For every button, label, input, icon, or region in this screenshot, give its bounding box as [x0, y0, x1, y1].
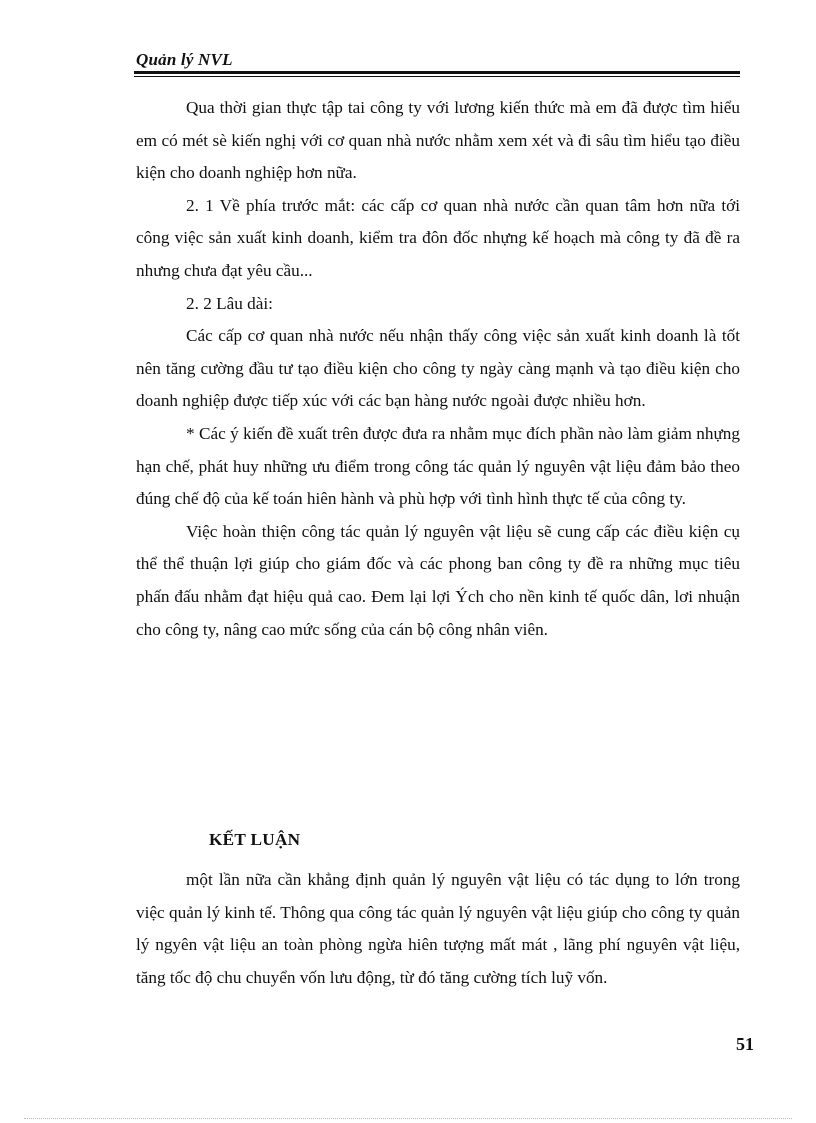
- paragraph-long-term-heading: 2. 2 Lâu dài:: [186, 293, 273, 313]
- body-text: [136, 92, 740, 646]
- header-title: Quản lý NVL: [136, 50, 233, 69]
- header-rule-thick: [134, 71, 740, 74]
- conclusion-title: KẾT LUẬN: [209, 830, 301, 849]
- page-bottom-border: [24, 1118, 792, 1119]
- paragraph-proposals: * Các ý kiến đề xuất trên được đưa ra nhằm mục đích phần nào làm giảm nhựng hạn chế, phát huy những ưu điểm trong công tác quản lý nguyên vật liệu đảm bảo theo đúng chế độ của kế toán hiên hành và phù hợp với tình hình thực tế của công ty.: [136, 423, 740, 509]
- paragraph-long-term: Các cấp cơ quan nhà nước nếu nhận thấy công việc sản xuất kinh doanh là tốt nên tăng cường đầu tư tạo điều kiện cho công ty ngày càng mạnh và tạo điều kiện cho doanh nghiệp được tiếp xúc với các bạn hàng nước ngoài được nhiều hơn.: [136, 326, 740, 411]
- page-number: 51: [736, 1034, 754, 1054]
- conclusion-paragraph: một lần nữa cần khẳng định quản lý nguyên vật liệu có tác dụng to lớn trong việc quản lý kinh tế. Thông qua công tác quản lý nguyên vật liệu giúp cho công ty quản lý ngyên vật liệu an toàn phòng ngừa hiên tượng mất mát , lãng phí nguyên vật liệu, tăng tốc độ chu chuyển vốn lưu động, từ đó tăng cường tích luỹ vốn.: [136, 870, 740, 987]
- header-rule-thin: [134, 76, 740, 77]
- paragraph-short-term: 2. 1 Về phía trước mắt: các cấp cơ quan nhà nước cần quan tâm hơn nữa tới công việc sản xuất kinh doanh, kiểm tra đôn đốc nhựng kế hoạch mà công ty đã đề ra nhưng chưa đạt yêu cầu...: [136, 195, 740, 280]
- conclusion-body: [136, 864, 740, 994]
- paragraph-intro: Qua thời gian thực tập tai công ty với lương kiến thức mà em đã được tìm hiểu em có mét sè kiến nghị với cơ quan nhà nước nhằm xem xét và đi sâu tìm hiểu tạo điều kiện cho doanh nghiệp hơn nữa.: [136, 98, 740, 183]
- paragraph-improvement: Việc hoàn thiện công tác quản lý nguyên vật liệu sẽ cung cấp các điều kiện cụ thể thể thuận lợi giúp cho giám đốc và các phong ban công ty đề ra những mục tiêu phấn đấu nhằm đạt hiệu quả cao. Đem lại lợi Ých cho nền kinh tế quốc dân, lơi nhuận cho công ty, nâng cao mức sống của cán bộ công nhân viên.: [136, 521, 740, 639]
